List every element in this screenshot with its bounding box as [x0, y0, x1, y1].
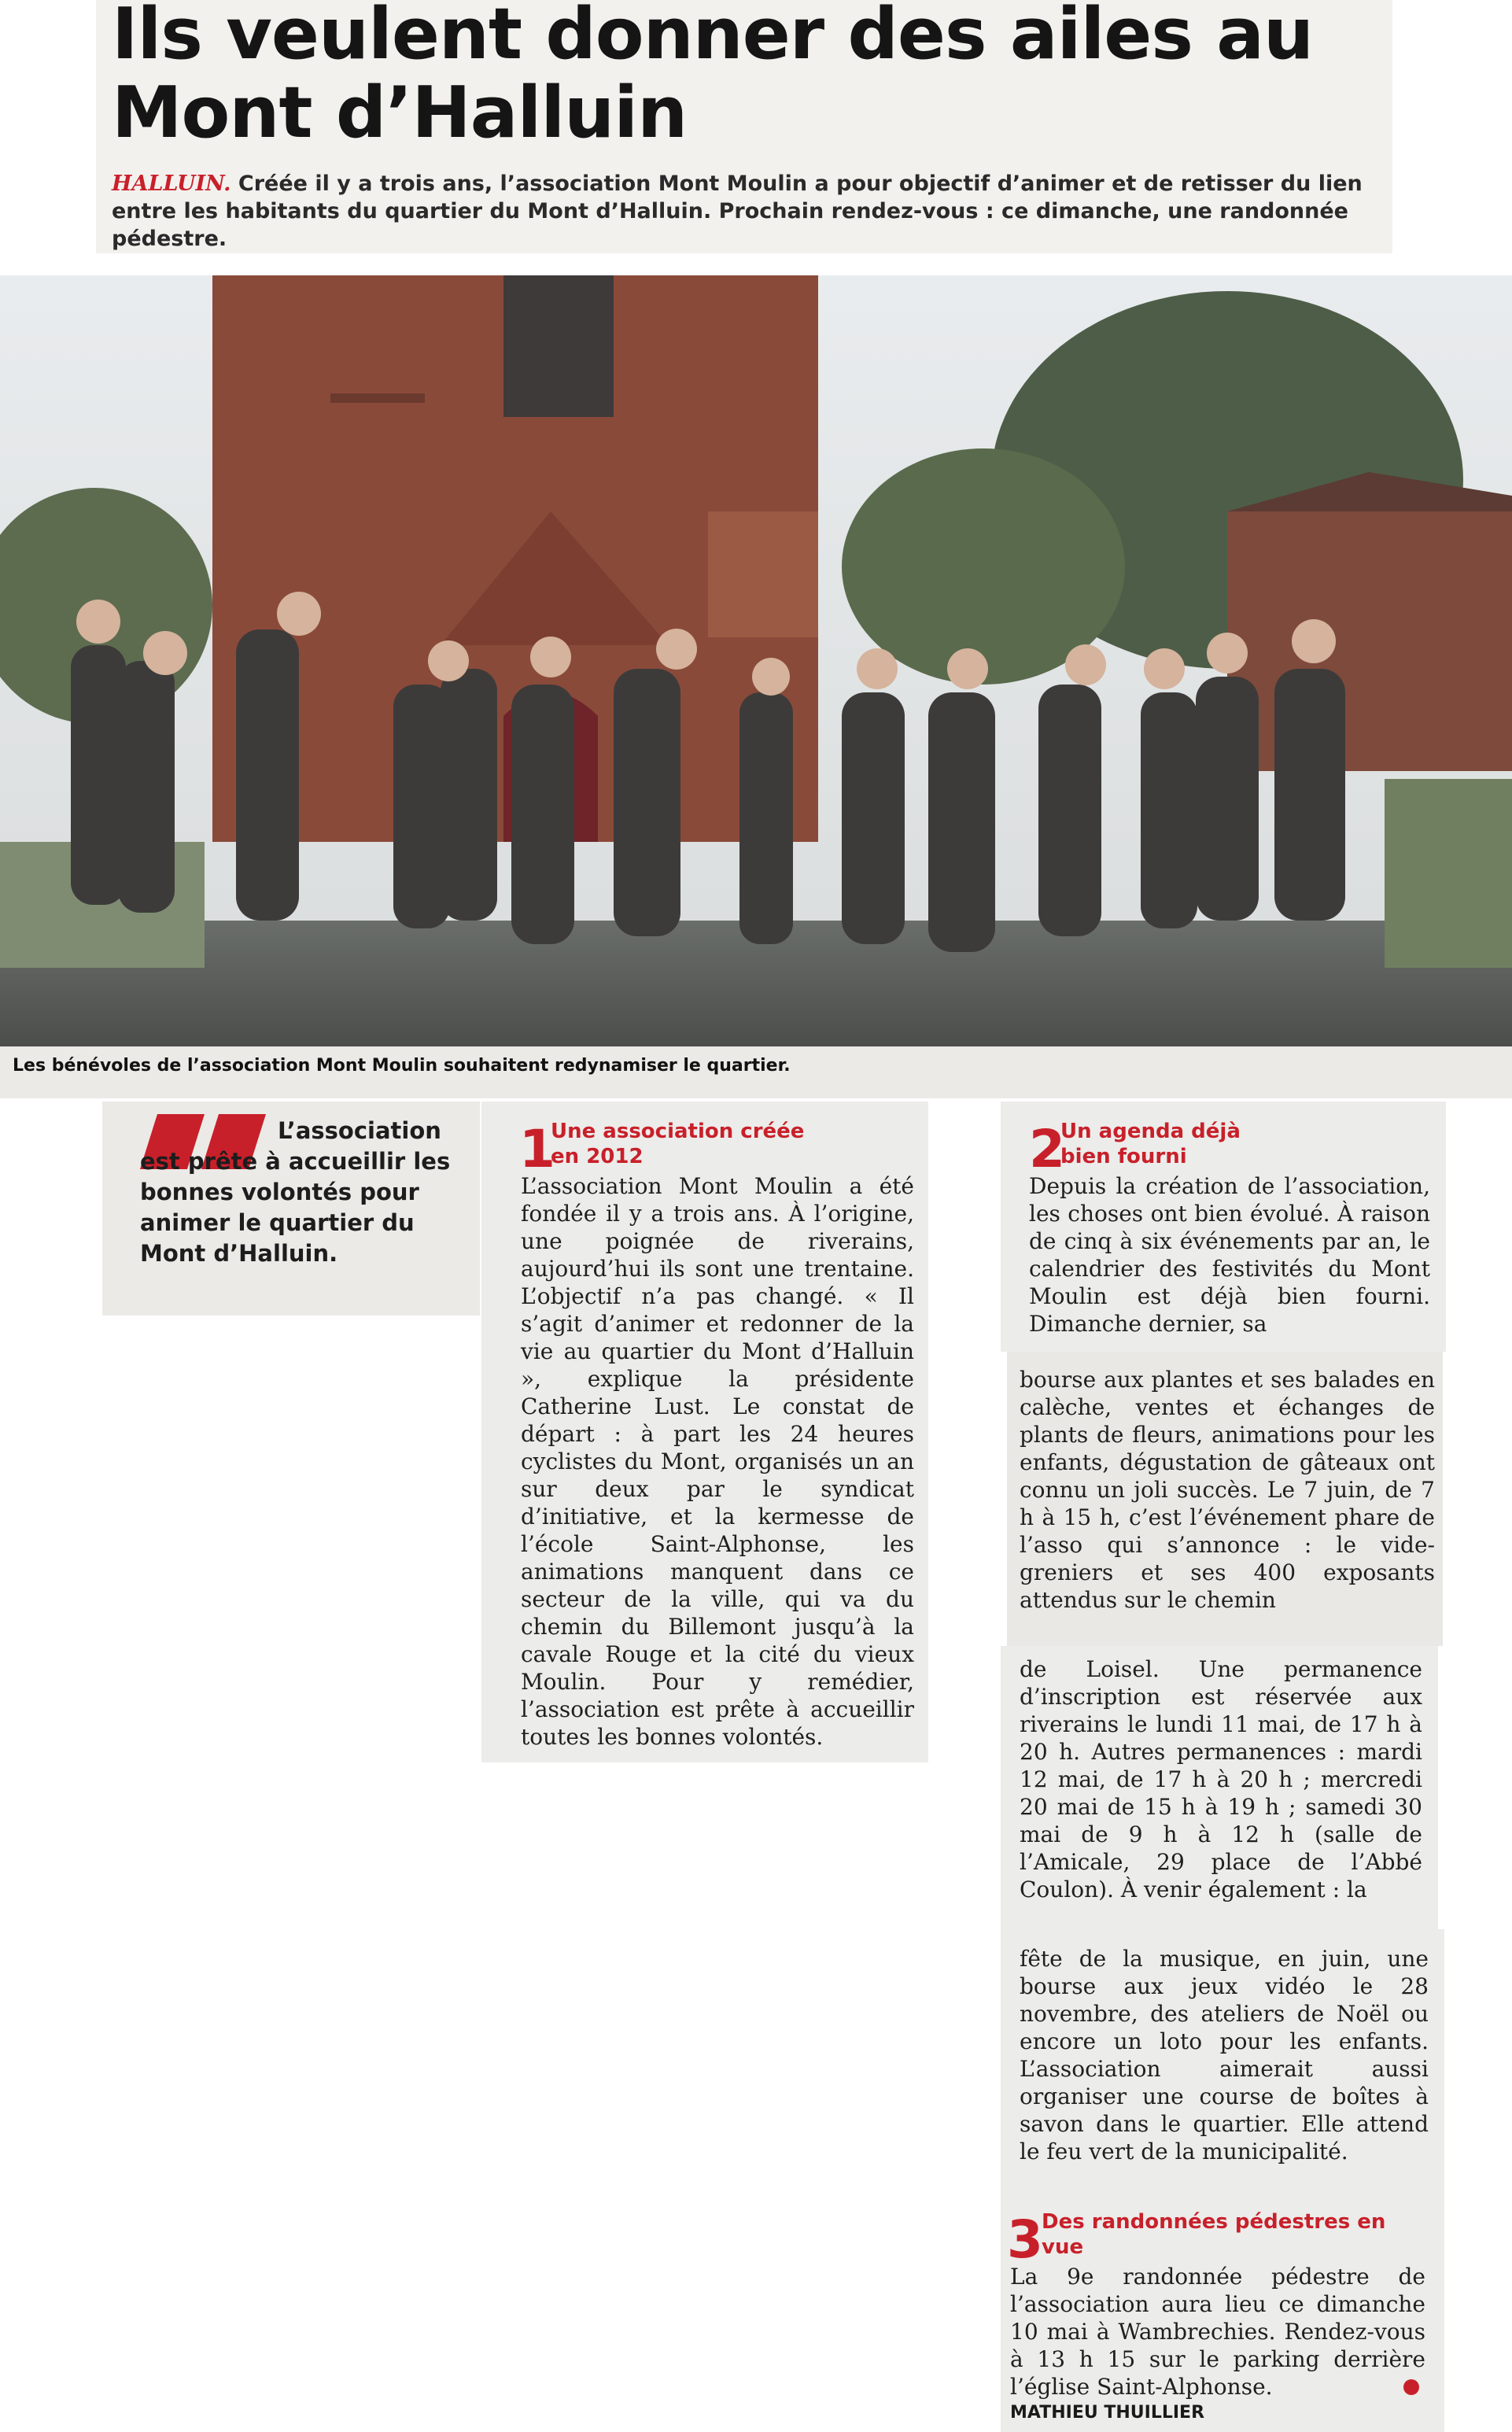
section-3: [1001, 2197, 1444, 2432]
section-2-part-2: [1007, 1352, 1443, 1646]
group-photo-panel: [0, 275, 1512, 1098]
section-2-part-3: [1001, 1646, 1438, 1929]
photo-caption: Les bénévoles de l’association Mont Moulin souhaitent redynamiser le quartier.: [13, 1056, 791, 1076]
section-2-body-part-3: de Loisel. Une permanence d’inscription est réservée aux riverains le lundi 11 mai, de 17 h à 20 h. Autres permanences : mardi 12 mai, de 17 h à 20 h ; mercredi 20 mai de 15 h à 19 h ; samedi 30 mai de 9 h à 12 h (salle de l’Amicale, 29 place de l’Abbé Coulon). À venir également : la: [1020, 1656, 1422, 1902]
section-1: [481, 1102, 928, 1762]
section-3-body: La 9e randonnée pédestre de l’association aura lieu ce dimanche 10 mai à Wambrechies. Rendez-vous à 13 h 15 sur le parking derrière l’église Saint-Alphonse.: [1010, 2264, 1425, 2400]
lede: [112, 170, 1378, 253]
article-header: [96, 0, 1392, 253]
section-3-number: 3: [1007, 2209, 1043, 2270]
section-3-title: Des randonnées pédestres en vue: [1042, 2210, 1386, 2259]
section-2-body-part-2: bourse aux plantes et ses balades en calèche, ventes et échanges de plants de fleurs, animations pour les enfants, dégustation de gâteaux ont connu un joli succès. Le 7 juin, de 7 h à 15 h, c’est l’événement phare de l’asso qui s’annonce : le vide-greniers et ses 400 exposants attendus sur le chemin: [1020, 1367, 1435, 1613]
section-2-body-part-1: Depuis la création de l’association, les choses ont bien évolué. À raison de cinq à six événements par an, le calendrier des festivités du Mont Moulin est déjà bien fourni. Dimanche dernier, sa: [1029, 1173, 1430, 1337]
headline: Ils veulent donner des ailes au Mont d’Halluin: [112, 0, 1314, 154]
dateline: HALLUIN.: [112, 172, 231, 196]
section-2-number: 2: [1029, 1119, 1065, 1179]
section-2-title: Un agenda déjà bien fourni: [1060, 1120, 1241, 1168]
section-1-number: 1: [519, 1119, 555, 1179]
section-2-part-1: [1001, 1102, 1446, 1352]
byline: MATHIEU THUILLIER: [1010, 2403, 1205, 2423]
section-2-part-4: [1001, 1929, 1444, 2197]
pull-quote-text: L’association est prête à accueillir les bonnes volontés pour animer le quartier du Mont d’Halluin.: [140, 1117, 451, 1267]
end-mark-dot: [1403, 2379, 1419, 2395]
section-1-body: L’association Mont Moulin a été fondée il y a trois ans. À l’origine, une poignée de riverains, aujourd’hui ils sont une trentaine. L’objectif n’a pas changé. « Il s’agit d’animer et redonner de la vie au quartier du Mont d’Halluin », explique la présidente Catherine Lust. Le constat de départ : à part les 24 heures cyclistes du Mont, organisés un an sur deux par le syndicat d’initiative, et la kermesse de l’école Saint-Alphonse, les animations manquent dans ce secteur de la ville, qui va du chemin du Billemont jusqu’à la cavale Rouge et la cité du vieux Moulin. Pour y remédier, l’association est prête à accueillir toutes les bonnes volontés.: [521, 1173, 914, 1750]
section-2-body-part-4: fête de la musique, en juin, une bourse aux jeux vidéo le 28 novembre, des ateliers de Noël ou encore un loto pour les enfants. L’association aimerait aussi organiser une course de boîtes à savon dans le quartier. Elle attend le feu vert de la municipalité.: [1020, 1946, 1429, 2164]
group-photo: [0, 275, 1512, 1046]
pull-quote: [102, 1102, 480, 1316]
section-1-title: Une association créée en 2012: [551, 1120, 805, 1168]
lede-text: Créée il y a trois ans, l’association Mont Moulin a pour objectif d’animer et de retisser du lien entre les habitants du quartier du Mont d’Halluin. Prochain rendez-vous : ce dimanche, une randonnée pédestre.: [112, 172, 1363, 251]
